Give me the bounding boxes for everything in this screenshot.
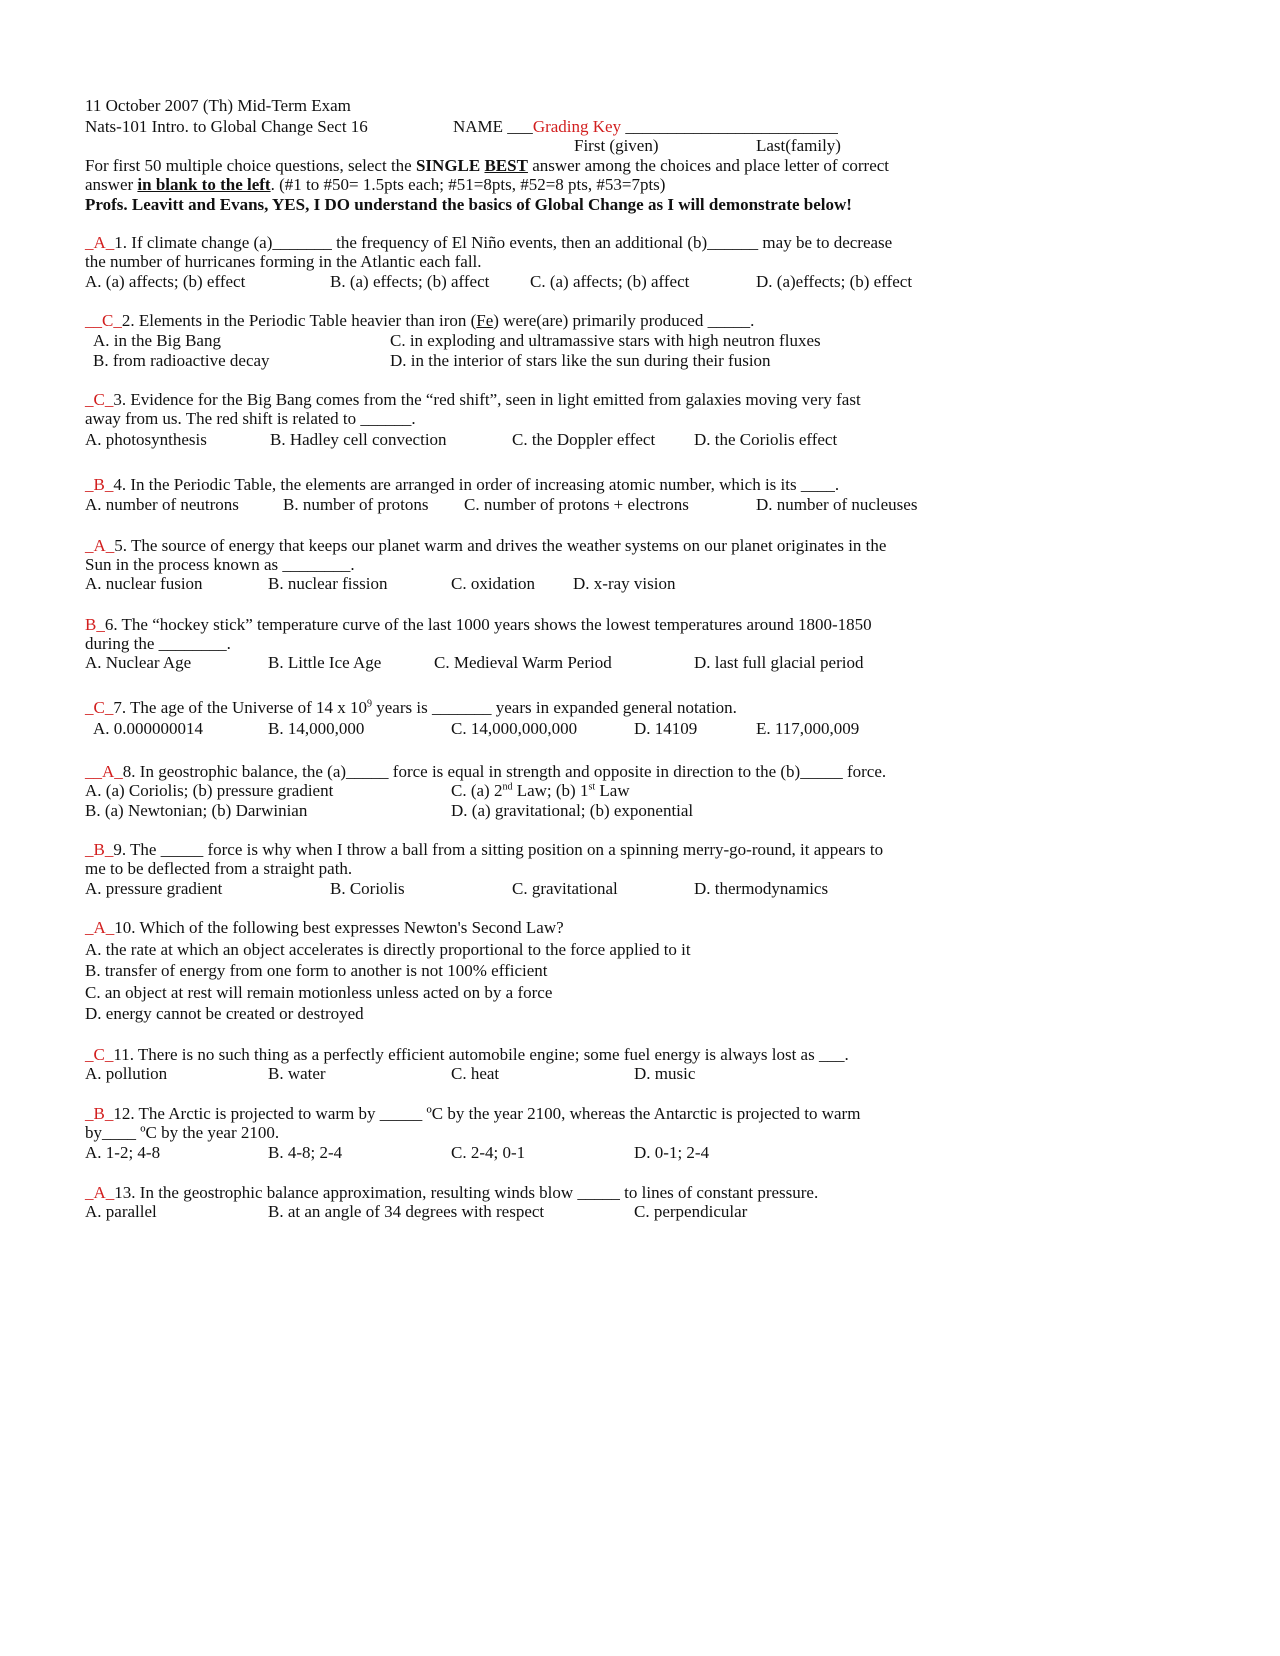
- answer-blank: _A_: [85, 1183, 115, 1202]
- choice-a: A. pressure gradient: [85, 879, 223, 898]
- choice-b: B. water: [268, 1064, 326, 1083]
- choice-c: C. perpendicular: [634, 1202, 748, 1221]
- choice-e: E. 117,000,009: [756, 719, 860, 738]
- answer-blank: __C_: [85, 311, 122, 330]
- answer-blank: _C_: [85, 1045, 114, 1064]
- choice-a: A. nuclear fusion: [85, 574, 203, 593]
- choice-b: B. 14,000,000: [268, 719, 365, 738]
- name-value: Grading Key: [532, 117, 622, 136]
- question-11: _C_11. There is no such thing as a perfectly efficient automobile engine; some fuel energy is always lost as ___.: [85, 1045, 849, 1064]
- choice-b: B. (a) effects; (b) affect: [330, 272, 490, 291]
- answer-blank: _B_: [85, 840, 114, 859]
- answer-blank: _A_: [85, 233, 115, 252]
- choice-d: D. thermodynamics: [694, 879, 829, 898]
- answer-blank: _C_: [85, 390, 114, 409]
- question-8: __A_8. In geostrophic balance, the (a)_____ force is equal in strength and opposite in direction to the (b)_____ force.: [85, 762, 887, 781]
- question-1-cont: the number of hurricanes forming in the Atlantic each fall.: [85, 252, 482, 271]
- course-title: Nats-101 Intro. to Global Change Sect 16: [85, 117, 368, 136]
- instructions-line-1: For first 50 multiple choice questions, select the SINGLE BEST answer among the choices and place letter of correct: [85, 156, 890, 175]
- question-9: _B_9. The _____ force is why when I throw a ball from a sitting position on a spinning merry-go-round, it appears to: [85, 840, 884, 859]
- choice-c: C. gravitational: [512, 879, 618, 898]
- choice-c: C. (a) affects; (b) affect: [530, 272, 690, 291]
- question-2: __C_2. Elements in the Periodic Table heavier than iron (Fe) were(are) primarily produced _____.: [85, 311, 755, 330]
- choice-a: A. (a) affects; (b) effect: [85, 272, 246, 291]
- choice-a: A. number of neutrons: [85, 495, 239, 514]
- first-name-label: First (given): [574, 136, 659, 155]
- choice-b: B. Hadley cell convection: [270, 430, 447, 449]
- choice-a: A. (a) Coriolis; (b) pressure gradient: [85, 781, 334, 800]
- choice-d: D. number of nucleuses: [756, 495, 918, 514]
- choice-c: C. an object at rest will remain motionless unless acted on by a force: [85, 983, 553, 1002]
- choice-b: B. from radioactive decay: [93, 351, 270, 370]
- question-6: B_6. The “hockey stick” temperature curve of the last 1000 years shows the lowest temperatures around 1800-1850: [85, 615, 872, 634]
- choice-d: D. x-ray vision: [573, 574, 676, 593]
- question-12: _B_12. The Arctic is projected to warm by _____ ºC by the year 2100, whereas the Antarctic is projected to warm: [85, 1104, 861, 1123]
- choice-a: A. pollution: [85, 1064, 168, 1083]
- question-7: _C_7. The age of the Universe of 14 x $10^9$ years is _______ years in expanded general notation.: [85, 698, 737, 717]
- choice-a: A. Nuclear Age: [85, 653, 192, 672]
- choice-d: D. the Coriolis effect: [694, 430, 838, 449]
- choice-a: A. 0.000000014: [93, 719, 204, 738]
- question-3-cont: away from us. The red shift is related to ______.: [85, 409, 416, 428]
- question-6-cont: during the ________.: [85, 634, 231, 653]
- choice-d: D. energy cannot be created or destroyed: [85, 1004, 364, 1023]
- answer-blank: _A_: [85, 536, 115, 555]
- choice-c: C. heat: [451, 1064, 500, 1083]
- answer-blank: _B_: [85, 1104, 114, 1123]
- choice-c: C. oxidation: [451, 574, 536, 593]
- choice-c: C. (a) 2nd Law; (b) 1st Law: [451, 781, 630, 800]
- choice-c: C. number of protons + electrons: [464, 495, 689, 514]
- question-3: _C_3. Evidence for the Big Bang comes from the “red shift”, seen in light emitted from galaxies moving very fast: [85, 390, 861, 409]
- last-name-label: Last(family): [756, 136, 841, 155]
- question-4: _B_4. In the Periodic Table, the elements are arranged in order of increasing atomic number, which is its ____.: [85, 475, 840, 494]
- question-1: _A_1. If climate change (a)_______ the frequency of El Niño events, then an additional (b)______ may be to decrease: [85, 233, 893, 252]
- choice-d: D. (a) gravitational; (b) exponential: [451, 801, 694, 820]
- choice-b: B. nuclear fission: [268, 574, 388, 593]
- choice-b: B. (a) Newtonian; (b) Darwinian: [85, 801, 308, 820]
- choice-c: C. 2-4; 0-1: [451, 1143, 526, 1162]
- answer-blank: _C_: [85, 698, 114, 717]
- choice-b: B. number of protons: [283, 495, 429, 514]
- choice-d: D. in the interior of stars like the sun during their fusion: [390, 351, 771, 370]
- choice-a: A. the rate at which an object accelerates is directly proportional to the force applied to it: [85, 940, 691, 959]
- choice-b: B. Little Ice Age: [268, 653, 382, 672]
- choice-c: C. 14,000,000,000: [451, 719, 578, 738]
- choice-a: A. in the Big Bang: [93, 331, 221, 350]
- question-13: _A_13. In the geostrophic balance approximation, resulting winds blow _____ to lines of constant pressure.: [85, 1183, 819, 1202]
- name-field: [453, 117, 838, 137]
- answer-blank: _A_: [85, 918, 115, 937]
- choice-b: B. transfer of energy from one form to another is not 100% efficient: [85, 961, 548, 980]
- choice-c: C. Medieval Warm Period: [434, 653, 612, 672]
- choice-d: D. (a)effects; (b) effect: [756, 272, 913, 291]
- choice-a: A. photosynthesis: [85, 430, 207, 449]
- question-5: _A_5. The source of energy that keeps our planet warm and drives the weather systems on our planet originates in the: [85, 536, 887, 555]
- answer-blank: __A_: [85, 762, 123, 781]
- choice-a: A. 1-2; 4-8: [85, 1143, 161, 1162]
- choice-c: C. the Doppler effect: [512, 430, 656, 449]
- choice-a: A. parallel: [85, 1202, 157, 1221]
- answer-blank: _B_: [85, 475, 114, 494]
- choice-d: D. 14109: [634, 719, 698, 738]
- exam-date: 11 October 2007 (Th) Mid-Term Exam: [85, 96, 351, 115]
- answer-blank: B_: [85, 615, 105, 634]
- choice-b: B. 4-8; 2-4: [268, 1143, 343, 1162]
- instructions-line-3: Profs. Leavitt and Evans, YES, I DO understand the basics of Global Change as I will demonstrate below!: [85, 195, 852, 214]
- question-9-cont: me to be deflected from a straight path.: [85, 859, 353, 878]
- question-12-cont: by____ ºC by the year 2100.: [85, 1123, 280, 1142]
- choice-b: B. at an angle of 34 degrees with respect: [268, 1202, 545, 1221]
- instructions-line-2: answer in blank to the left. (#1 to #50= 1.5pts each; #51=8pts, #52=8 pts, #53=7pts): [85, 175, 666, 194]
- name-blank: _________________________: [621, 117, 838, 136]
- question-10: _A_10. Which of the following best expresses Newton's Second Law?: [85, 918, 564, 937]
- question-5-cont: Sun in the process known as ________.: [85, 555, 355, 574]
- choice-d: D. music: [634, 1064, 696, 1083]
- name-label: NAME ___: [453, 117, 533, 136]
- choice-c: C. in exploding and ultramassive stars with high neutron fluxes: [390, 331, 821, 350]
- choice-d: D. 0-1; 2-4: [634, 1143, 710, 1162]
- choice-d: D. last full glacial period: [694, 653, 864, 672]
- choice-b: B. Coriolis: [330, 879, 405, 898]
